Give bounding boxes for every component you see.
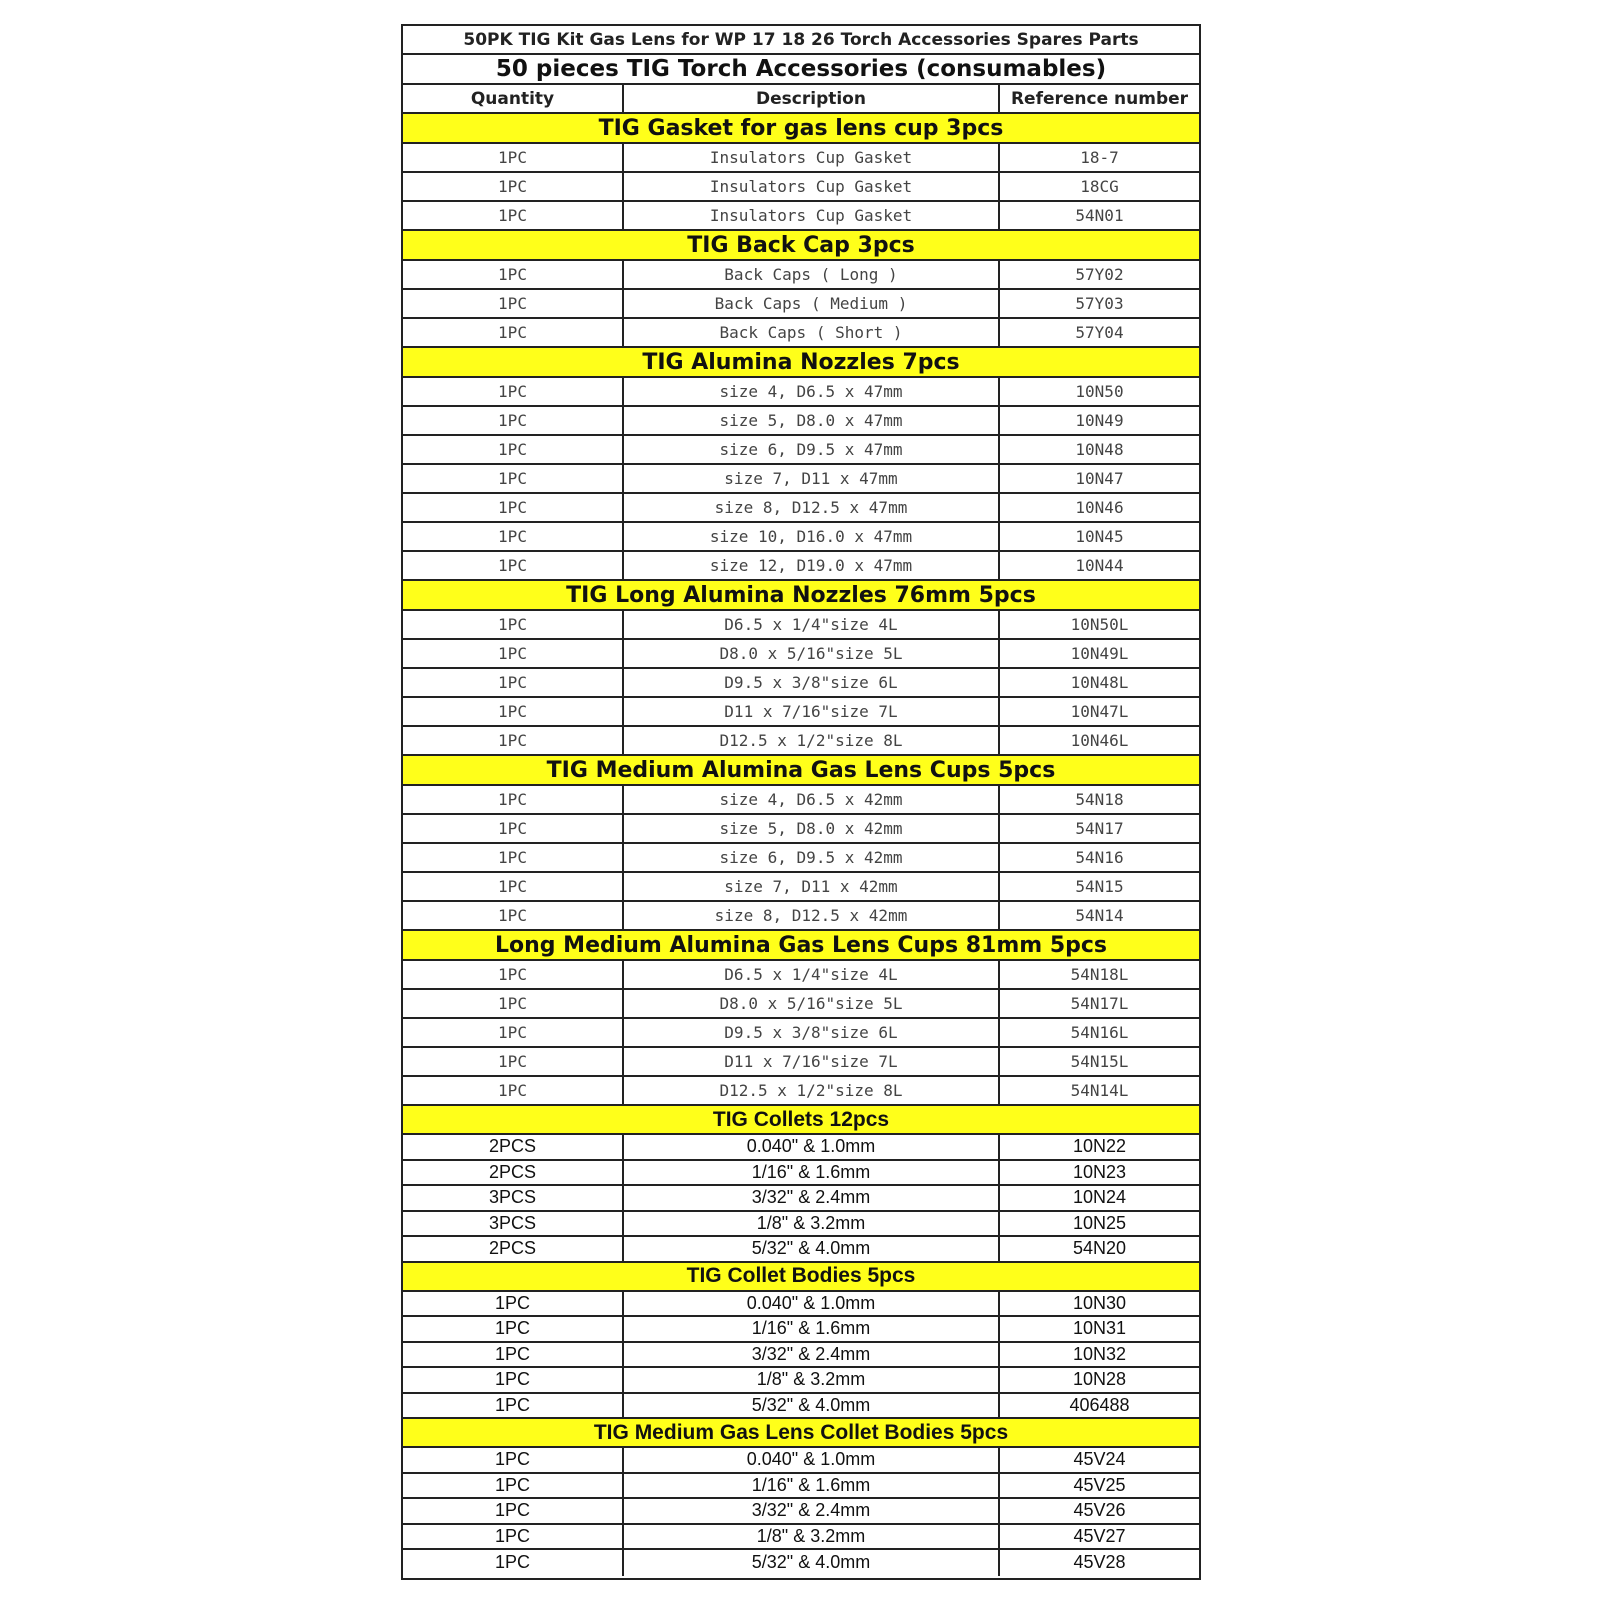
quantity-cell: 1PC — [498, 731, 527, 750]
quantity-cell: 1PC — [498, 498, 527, 517]
reference-number-cell: 10N32 — [998, 1343, 1199, 1367]
quantity-cell: 2PCS — [488, 1136, 537, 1157]
description-cell: D6.5 x 1/4"size 4L — [622, 961, 998, 988]
reference-number-cell: 54N14 — [998, 902, 1199, 929]
quantity-cell: 1PC — [498, 702, 527, 721]
table-row — [403, 990, 1199, 1019]
quantity-cell: 1PC — [498, 673, 527, 692]
description-cell: D6.5 x 1/4"size 4L — [622, 611, 998, 638]
table-row — [403, 494, 1199, 523]
quantity-cell: 1PC — [498, 527, 527, 546]
description-cell: size 7, D11 x 42mm — [622, 873, 998, 900]
table-row — [403, 815, 1199, 844]
reference-number-cell: 10N50L — [998, 611, 1199, 638]
description-cell: D9.5 x 3/8"size 6L — [622, 1019, 998, 1046]
quantity-cell: 1PC — [498, 965, 527, 984]
table-row — [403, 173, 1199, 202]
reference-number-cell: 54N14L — [998, 1077, 1199, 1104]
table-row — [403, 1343, 1199, 1369]
table-row — [403, 465, 1199, 494]
quantity-cell: 1PC — [498, 790, 527, 809]
table-row — [403, 261, 1199, 290]
quantity-cell: 2PCS — [488, 1238, 537, 1259]
quantity-cell: 1PC — [498, 644, 527, 663]
table-title: 50PK TIG Kit Gas Lens for WP 17 18 26 Torch Accessories Spares Parts — [403, 26, 1199, 55]
reference-number-cell: 10N22 — [998, 1135, 1199, 1159]
section-heading: TIG Collet Bodies 5pcs — [403, 1263, 1199, 1292]
quantity-cell: 1PC — [498, 1023, 527, 1042]
column-header-row — [403, 85, 1199, 114]
description-cell: size 8, D12.5 x 42mm — [622, 902, 998, 929]
quantity-cell: 1PC — [498, 906, 527, 925]
quantity-cell: 1PC — [498, 177, 527, 196]
quantity-cell: 1PC — [498, 148, 527, 167]
table-subtitle: 50 pieces TIG Torch Accessories (consumables) — [403, 55, 1199, 85]
reference-number-cell: 54N15 — [998, 873, 1199, 900]
description-cell: 0.040" & 1.0mm — [622, 1135, 998, 1159]
table-row — [403, 1550, 1199, 1576]
reference-number-cell: 18CG — [998, 173, 1199, 200]
description-cell: 5/32" & 4.0mm — [622, 1394, 998, 1418]
table-row — [403, 1048, 1199, 1077]
quantity-cell: 1PC — [498, 206, 527, 225]
column-header-description: Description — [622, 85, 998, 112]
reference-number-cell: 10N23 — [998, 1161, 1199, 1185]
section-heading: TIG Gasket for gas lens cup 3pcs — [403, 114, 1199, 144]
quantity-cell: 1PC — [494, 1292, 530, 1313]
description-cell: 5/32" & 4.0mm — [622, 1237, 998, 1261]
section-heading: TIG Medium Gas Lens Collet Bodies 5pcs — [403, 1419, 1199, 1448]
description-cell: size 5, D8.0 x 47mm — [622, 407, 998, 434]
table-row — [403, 1161, 1199, 1187]
section-heading: TIG Long Alumina Nozzles 76mm 5pcs — [403, 581, 1199, 611]
quantity-cell: 1PC — [494, 1343, 530, 1364]
quantity-cell: 1PC — [498, 294, 527, 313]
description-cell: Insulators Cup Gasket — [622, 173, 998, 200]
description-cell: 1/16" & 1.6mm — [622, 1161, 998, 1185]
quantity-cell: 1PC — [494, 1552, 530, 1573]
quantity-cell: 3PCS — [488, 1212, 537, 1233]
description-cell: D12.5 x 1/2"size 8L — [622, 727, 998, 754]
table-row — [403, 523, 1199, 552]
reference-number-cell: 10N47 — [998, 465, 1199, 492]
table-row — [403, 1394, 1199, 1420]
table-row — [403, 1368, 1199, 1394]
description-cell: Back Caps ( Medium ) — [622, 290, 998, 317]
description-cell: 1/8" & 3.2mm — [622, 1368, 998, 1392]
table-row — [403, 378, 1199, 407]
reference-number-cell: 10N47L — [998, 698, 1199, 725]
table-row — [403, 552, 1199, 581]
description-cell: size 6, D9.5 x 42mm — [622, 844, 998, 871]
reference-number-cell: 57Y02 — [998, 261, 1199, 288]
reference-number-cell: 10N24 — [998, 1186, 1199, 1210]
table-row — [403, 1292, 1199, 1318]
description-cell: size 6, D9.5 x 47mm — [622, 436, 998, 463]
description-cell: size 4, D6.5 x 42mm — [622, 786, 998, 813]
quantity-cell: 1PC — [498, 819, 527, 838]
reference-number-cell: 10N31 — [998, 1317, 1199, 1341]
section-heading: TIG Collets 12pcs — [403, 1106, 1199, 1135]
reference-number-cell: 10N45 — [998, 523, 1199, 550]
section-heading: Long Medium Alumina Gas Lens Cups 81mm 5pcs — [403, 931, 1199, 961]
table-row — [403, 1448, 1199, 1474]
description-cell: 3/32" & 2.4mm — [622, 1186, 998, 1210]
table-row — [403, 698, 1199, 727]
table-row — [403, 407, 1199, 436]
reference-number-cell: 10N46 — [998, 494, 1199, 521]
description-cell: size 7, D11 x 47mm — [622, 465, 998, 492]
table-row — [403, 1525, 1199, 1551]
table-row — [403, 669, 1199, 698]
description-cell: D8.0 x 5/16"size 5L — [622, 990, 998, 1017]
quantity-cell: 1PC — [498, 411, 527, 430]
description-cell: size 4, D6.5 x 47mm — [622, 378, 998, 405]
reference-number-cell: 54N16L — [998, 1019, 1199, 1046]
quantity-cell: 3PCS — [488, 1187, 537, 1208]
description-cell: 0.040" & 1.0mm — [622, 1448, 998, 1472]
quantity-cell: 1PC — [498, 615, 527, 634]
reference-number-cell: 45V25 — [998, 1474, 1199, 1498]
table-row — [403, 436, 1199, 465]
description-cell: size 10, D16.0 x 47mm — [622, 523, 998, 550]
quantity-cell: 1PC — [494, 1525, 530, 1546]
reference-number-cell: 406488 — [998, 1394, 1199, 1418]
quantity-cell: 1PC — [494, 1474, 530, 1495]
reference-number-cell: 45V26 — [998, 1499, 1199, 1523]
description-cell: 3/32" & 2.4mm — [622, 1343, 998, 1367]
reference-number-cell: 10N30 — [998, 1292, 1199, 1316]
reference-number-cell: 54N18 — [998, 786, 1199, 813]
table-row — [403, 202, 1199, 231]
table-row — [403, 319, 1199, 348]
quantity-cell: 1PC — [494, 1394, 530, 1415]
table-row — [403, 1135, 1199, 1161]
reference-number-cell: 54N15L — [998, 1048, 1199, 1075]
table-row — [403, 1237, 1199, 1263]
reference-number-cell: 10N28 — [998, 1368, 1199, 1392]
quantity-cell: 1PC — [498, 877, 527, 896]
reference-number-cell: 10N48L — [998, 669, 1199, 696]
reference-number-cell: 18-7 — [998, 144, 1199, 171]
description-cell: 1/16" & 1.6mm — [622, 1474, 998, 1498]
table-row — [403, 1019, 1199, 1048]
table-row — [403, 1212, 1199, 1238]
quantity-cell: 1PC — [498, 469, 527, 488]
table-row — [403, 640, 1199, 669]
section-heading: TIG Alumina Nozzles 7pcs — [403, 348, 1199, 378]
reference-number-cell: 54N17L — [998, 990, 1199, 1017]
table-row — [403, 786, 1199, 815]
description-cell: size 12, D19.0 x 47mm — [622, 552, 998, 579]
quantity-cell: 1PC — [498, 440, 527, 459]
quantity-cell: 1PC — [498, 994, 527, 1013]
reference-number-cell: 54N20 — [998, 1237, 1199, 1261]
reference-number-cell: 10N46L — [998, 727, 1199, 754]
quantity-cell: 1PC — [498, 848, 527, 867]
reference-number-cell: 45V28 — [998, 1550, 1199, 1576]
description-cell: Insulators Cup Gasket — [622, 144, 998, 171]
table-row — [403, 961, 1199, 990]
description-cell: Insulators Cup Gasket — [622, 202, 998, 229]
reference-number-cell: 10N44 — [998, 552, 1199, 579]
reference-number-cell: 54N01 — [998, 202, 1199, 229]
table-row — [403, 873, 1199, 902]
table-row — [403, 144, 1199, 173]
reference-number-cell: 10N49 — [998, 407, 1199, 434]
reference-number-cell: 54N16 — [998, 844, 1199, 871]
description-cell: Back Caps ( Long ) — [622, 261, 998, 288]
section-heading: TIG Medium Alumina Gas Lens Cups 5pcs — [403, 756, 1199, 786]
reference-number-cell: 10N50 — [998, 378, 1199, 405]
table-row — [403, 611, 1199, 640]
quantity-cell: 1PC — [494, 1369, 530, 1390]
reference-number-cell: 54N18L — [998, 961, 1199, 988]
table-row — [403, 1077, 1199, 1106]
table-row — [403, 1499, 1199, 1525]
table-row — [403, 1186, 1199, 1212]
reference-number-cell: 54N17 — [998, 815, 1199, 842]
description-cell: Back Caps ( Short ) — [622, 319, 998, 346]
table-row — [403, 902, 1199, 931]
table-row — [403, 844, 1199, 873]
description-cell: 1/8" & 3.2mm — [622, 1212, 998, 1236]
quantity-cell: 1PC — [498, 1052, 527, 1071]
parts-list-table — [401, 24, 1201, 1580]
description-cell: D12.5 x 1/2"size 8L — [622, 1077, 998, 1104]
description-cell: D11 x 7/16"size 7L — [622, 698, 998, 725]
quantity-cell: 2PCS — [488, 1161, 537, 1182]
section-heading: TIG Back Cap 3pcs — [403, 231, 1199, 261]
reference-number-cell: 45V27 — [998, 1525, 1199, 1549]
quantity-cell: 1PC — [494, 1500, 530, 1521]
description-cell: D9.5 x 3/8"size 6L — [622, 669, 998, 696]
table-row — [403, 290, 1199, 319]
quantity-cell: 1PC — [494, 1449, 530, 1470]
description-cell: 1/16" & 1.6mm — [622, 1317, 998, 1341]
description-cell: 3/32" & 2.4mm — [622, 1499, 998, 1523]
reference-number-cell: 45V24 — [998, 1448, 1199, 1472]
reference-number-cell: 10N48 — [998, 436, 1199, 463]
description-cell: D8.0 x 5/16"size 5L — [622, 640, 998, 667]
quantity-cell: 1PC — [498, 265, 527, 284]
description-cell: D11 x 7/16"size 7L — [622, 1048, 998, 1075]
quantity-cell: 1PC — [498, 323, 527, 342]
quantity-cell: 1PC — [498, 382, 527, 401]
description-cell: 0.040" & 1.0mm — [622, 1292, 998, 1316]
table-row — [403, 1317, 1199, 1343]
table-row — [403, 1474, 1199, 1500]
reference-number-cell: 10N25 — [998, 1212, 1199, 1236]
table-row — [403, 727, 1199, 756]
quantity-cell: 1PC — [494, 1318, 530, 1339]
description-cell: size 8, D12.5 x 47mm — [622, 494, 998, 521]
description-cell: size 5, D8.0 x 42mm — [622, 815, 998, 842]
quantity-cell: 1PC — [498, 556, 527, 575]
quantity-cell: 1PC — [498, 1081, 527, 1100]
reference-number-cell: 57Y04 — [998, 319, 1199, 346]
reference-number-cell: 57Y03 — [998, 290, 1199, 317]
description-cell: 5/32" & 4.0mm — [622, 1550, 998, 1576]
column-header-reference-number: Reference number — [998, 85, 1199, 112]
column-header-quantity: Quantity — [470, 88, 555, 109]
description-cell: 1/8" & 3.2mm — [622, 1525, 998, 1549]
reference-number-cell: 10N49L — [998, 640, 1199, 667]
